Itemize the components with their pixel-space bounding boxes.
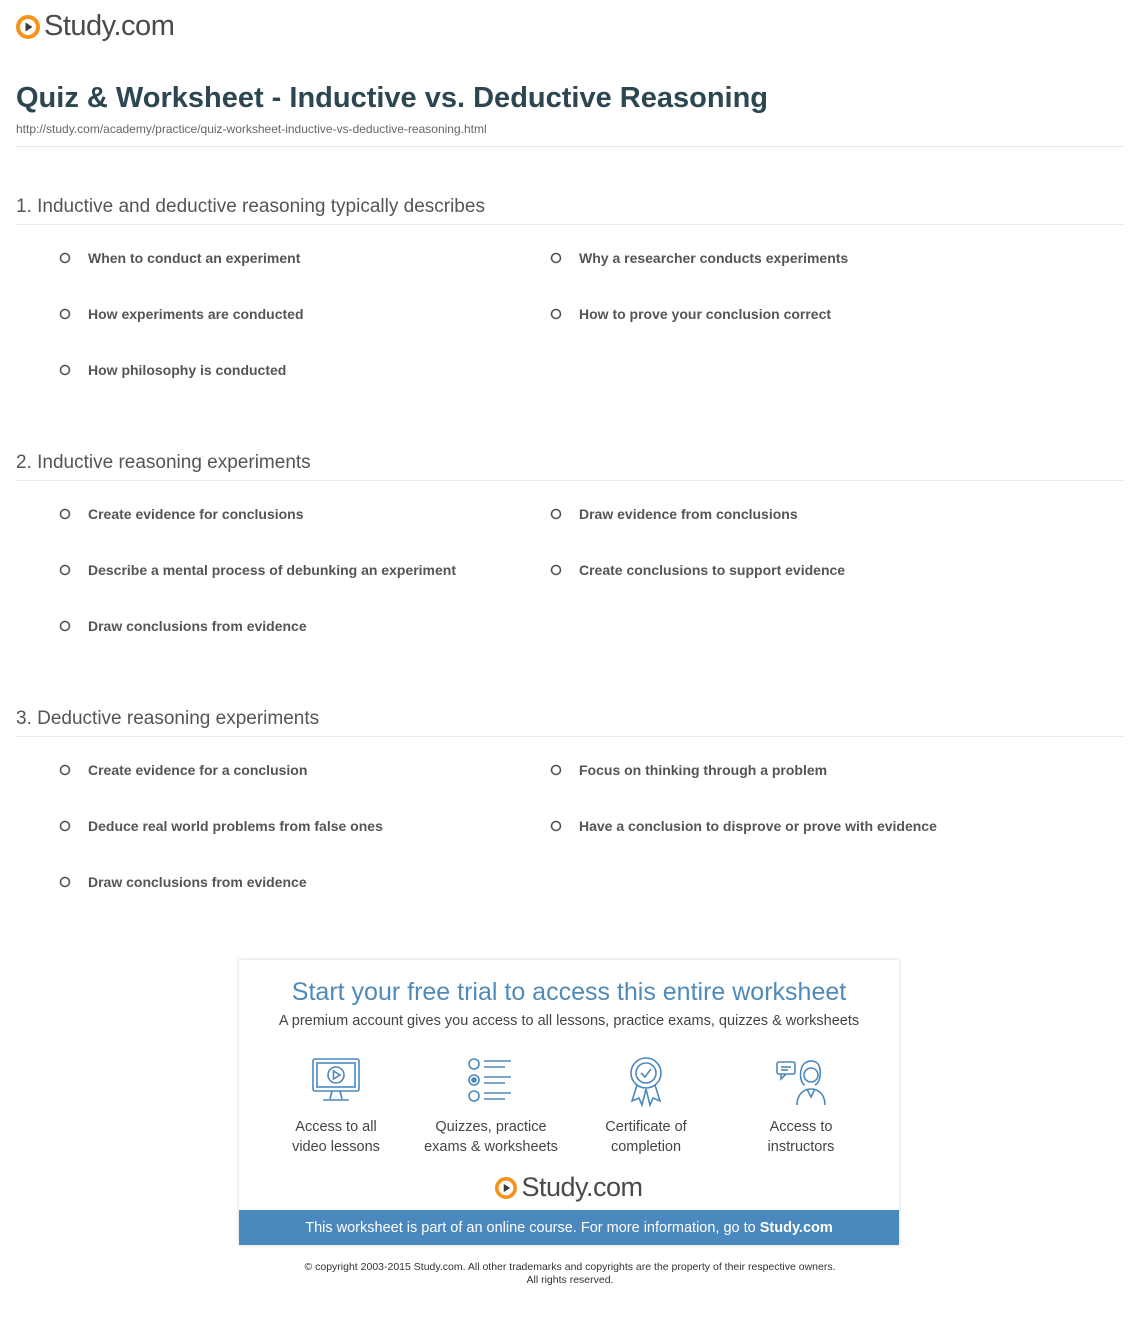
feature-instructors <box>721 1055 881 1157</box>
certificate-icon <box>620 1055 672 1107</box>
radio-button-icon[interactable] <box>59 252 71 264</box>
answer-option-label: Draw conclusions from evidence <box>88 618 307 634</box>
radio-button-icon[interactable] <box>550 308 562 320</box>
answer-option-label: How experiments are conducted <box>88 306 304 322</box>
page-title: Quiz & Worksheet - Inductive vs. Deductive Reasoning <box>16 82 769 114</box>
course-info-bar <box>239 1210 899 1245</box>
instructor-icon <box>775 1055 827 1107</box>
radio-button-icon[interactable] <box>550 508 562 520</box>
radio-button-icon[interactable] <box>59 620 71 632</box>
answer-option[interactable] <box>59 306 304 322</box>
feature-label: exams & worksheets <box>424 1139 558 1155</box>
feature-quizzes <box>411 1055 571 1157</box>
answer-option[interactable] <box>59 874 307 890</box>
question-text: 3. Deductive reasoning experiments <box>16 708 320 729</box>
feature-certificate <box>566 1055 726 1157</box>
study-logo[interactable] <box>16 10 174 43</box>
question-text: 1. Inductive and deductive reasoning typically describes <box>16 196 485 217</box>
radio-button-icon[interactable] <box>550 764 562 776</box>
feature-label: instructors <box>767 1139 835 1155</box>
copyright-line: All rights reserved. <box>526 1274 614 1286</box>
logo-text: Study.com <box>44 10 175 42</box>
feature-label: video lessons <box>292 1139 380 1155</box>
answer-option-label: Deduce real world problems from false ones <box>88 818 383 834</box>
answer-option-label: Focus on thinking through a problem <box>579 762 828 778</box>
question-2 <box>16 452 1124 481</box>
radio-button-icon[interactable] <box>550 564 562 576</box>
answer-option[interactable] <box>59 818 383 834</box>
answer-option-label: Describe a mental process of debunking an experiment <box>88 562 456 578</box>
divider <box>16 224 1124 225</box>
free-trial-promo <box>239 960 899 1245</box>
answer-option-label: How to prove your conclusion correct <box>579 306 832 322</box>
question-text: 2. Inductive reasoning experiments <box>16 452 311 473</box>
promo-subheadline: A premium account gives you access to all lessons, practice exams, quizzes & worksheets <box>278 1013 860 1029</box>
divider <box>16 736 1124 737</box>
quiz-list-icon <box>465 1055 517 1107</box>
answer-option[interactable] <box>59 762 307 778</box>
answer-option-label: How philosophy is conducted <box>88 362 287 378</box>
feature-video-lessons <box>256 1055 416 1157</box>
study-link[interactable]: Study.com <box>759 1219 833 1236</box>
copyright-line: © copyright 2003-2015 Study.com. All other trademarks and copyrights are the property of their respective owners. <box>304 1261 836 1273</box>
divider <box>16 480 1124 481</box>
feature-label: Quizzes, practice <box>435 1119 547 1135</box>
radio-button-icon[interactable] <box>59 764 71 776</box>
feature-label: completion <box>610 1139 682 1155</box>
radio-button-icon[interactable] <box>59 876 71 888</box>
logo-text: Study.com <box>521 1172 643 1202</box>
answer-option[interactable] <box>59 562 456 578</box>
question-3 <box>16 708 1124 737</box>
answer-option-label: Have a conclusion to disprove or prove with evidence <box>579 818 937 834</box>
feature-label: Access to <box>769 1119 833 1135</box>
answer-option[interactable] <box>59 250 300 266</box>
copyright <box>0 1261 1140 1287</box>
answer-option-label: Draw evidence from conclusions <box>579 506 798 522</box>
radio-button-icon[interactable] <box>59 564 71 576</box>
promo-headline[interactable]: Start your free trial to access this entire worksheet <box>291 978 847 1006</box>
page-url: http://study.com/academy/practice/quiz-worksheet-inductive-vs-deductive-reasoning.html <box>16 122 487 136</box>
promo-study-logo[interactable] <box>239 1172 899 1203</box>
answer-option-label: Create evidence for a conclusion <box>88 762 308 778</box>
answer-option-label: Draw conclusions from evidence <box>88 874 307 890</box>
answer-option[interactable] <box>550 562 845 578</box>
radio-button-icon[interactable] <box>550 820 562 832</box>
course-info-text: This worksheet is part of an online course. For more information, go to <box>305 1219 756 1236</box>
radio-button-icon[interactable] <box>59 820 71 832</box>
answer-option[interactable] <box>59 506 304 522</box>
feature-label: Certificate of <box>605 1119 687 1135</box>
answer-option-label: When to conduct an experiment <box>88 250 301 266</box>
question-1 <box>16 196 1124 225</box>
divider <box>16 146 1124 147</box>
answer-option[interactable] <box>550 506 798 522</box>
answer-option-label: Why a researcher conducts experiments <box>579 250 849 266</box>
video-lessons-icon <box>310 1055 362 1107</box>
radio-button-icon[interactable] <box>59 364 71 376</box>
answer-option[interactable] <box>59 618 307 634</box>
answer-option-label: Create conclusions to support evidence <box>579 562 846 578</box>
answer-option[interactable] <box>550 762 827 778</box>
study-logo-icon <box>495 1177 517 1199</box>
radio-button-icon[interactable] <box>59 308 71 320</box>
answer-option-label: Create evidence for conclusions <box>88 506 304 522</box>
radio-button-icon[interactable] <box>550 252 562 264</box>
answer-option[interactable] <box>550 250 848 266</box>
answer-option[interactable] <box>550 818 937 834</box>
radio-button-icon[interactable] <box>59 508 71 520</box>
feature-label: Access to all <box>295 1119 377 1135</box>
answer-option[interactable] <box>550 306 831 322</box>
answer-option[interactable] <box>59 362 286 378</box>
study-logo-icon <box>16 15 40 39</box>
